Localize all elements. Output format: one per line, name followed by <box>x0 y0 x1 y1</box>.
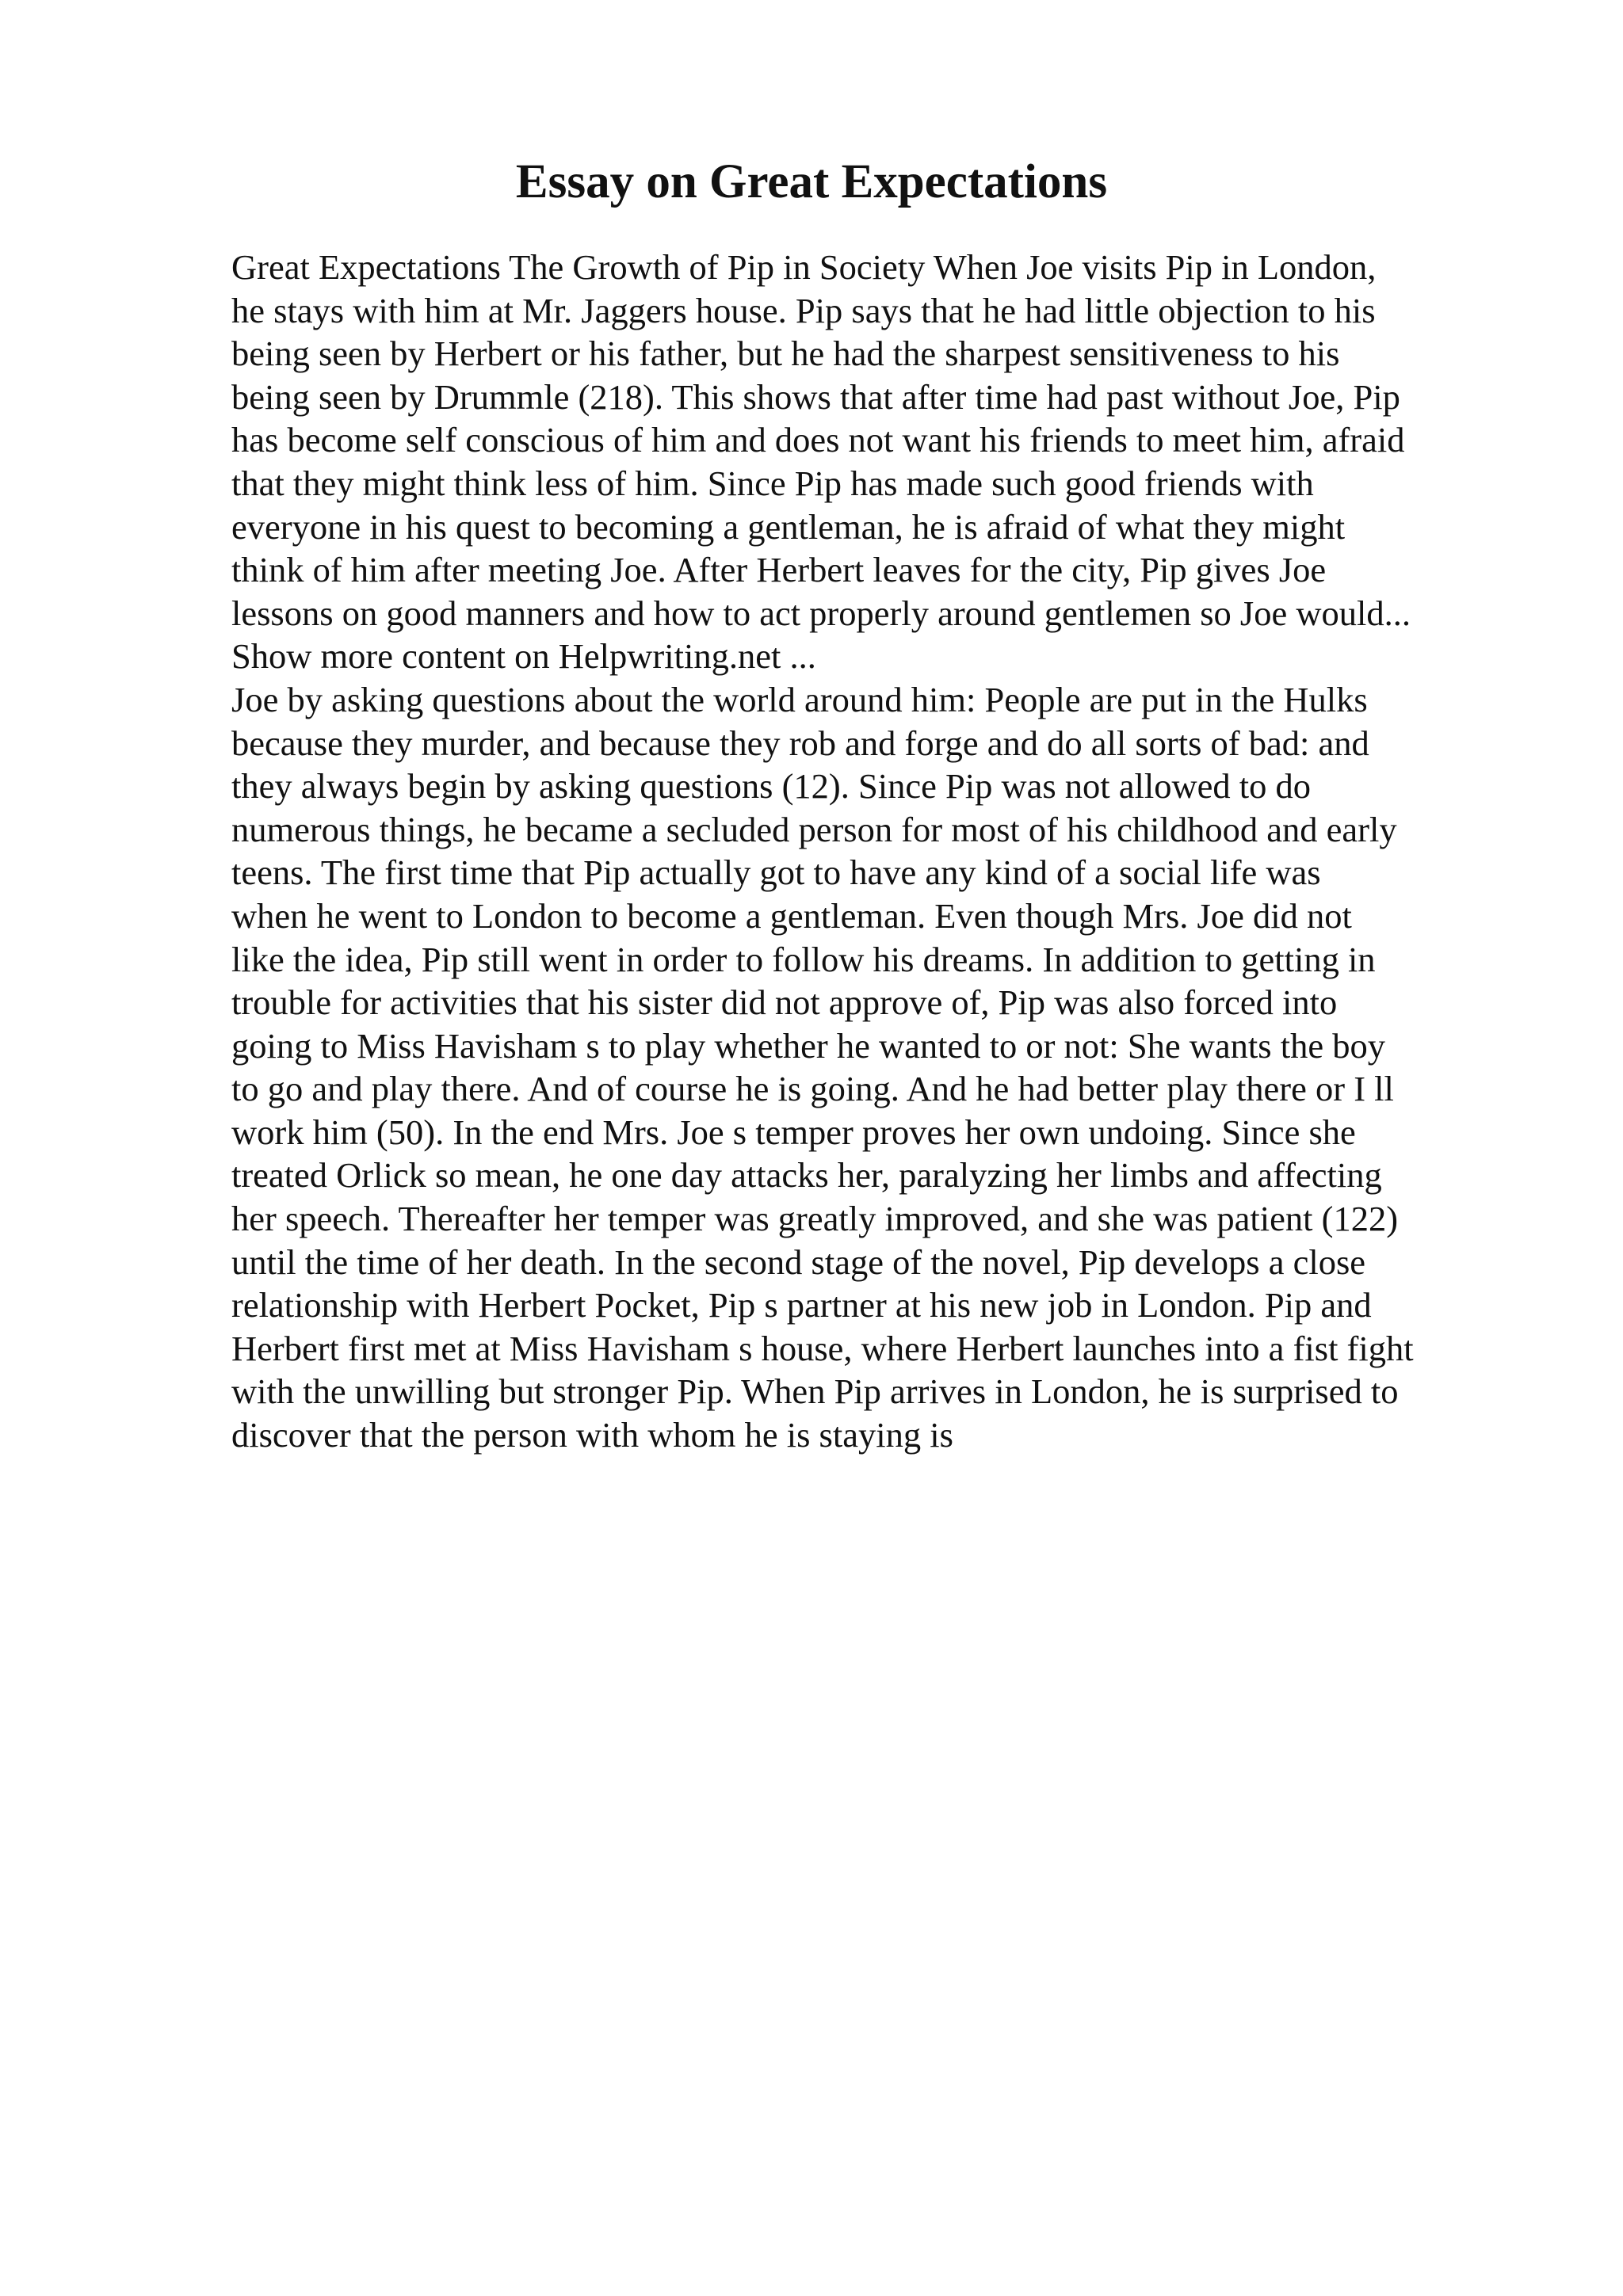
essay-line: being seen by Drummle (218). This shows that after time had past without Joe, Pip <box>231 376 1400 417</box>
essay-line: trouble for activities that his sister did not approve of, Pip was also forced into <box>231 982 1338 1023</box>
essay-line: think of him after meeting Joe. After Herbert leaves for the city, Pip gives Joe <box>231 550 1327 590</box>
essay-line: that they might think less of him. Since Pip has made such good friends with <box>231 463 1314 503</box>
essay-line: relationship with Herbert Pocket, Pip s partner at his new job in London. Pip and <box>231 1285 1372 1325</box>
essay-line: treated Orlick so mean, he one day attacks her, paralyzing her limbs and affecting <box>231 1155 1382 1196</box>
essay-line: lessons on good manners and how to act properly around gentlemen so Joe would... <box>231 593 1411 633</box>
essay-line: her speech. Thereafter her temper was greatly improved, and she was patient (122) <box>231 1199 1399 1239</box>
essay-line: Joe by asking questions about the world around him: People are put in the Hulks <box>231 679 1368 719</box>
essay-line: like the idea, Pip still went in order to follow his dreams. In addition to getting in <box>231 939 1376 979</box>
essay-line: has become self conscious of him and does not want his friends to meet him, afraid <box>231 420 1405 460</box>
essay-line: discover that the person with whom he is staying is <box>231 1415 953 1455</box>
essay-line: Herbert first met at Miss Havisham s house, where Herbert launches into a fist fight <box>231 1328 1414 1368</box>
essay-line: to go and play there. And of course he is going. And he had better play there or I ll <box>231 1069 1394 1109</box>
essay-line: work him (50). In the end Mrs. Joe s temper proves her own undoing. Since she <box>231 1112 1356 1152</box>
essay-line: because they murder, and because they rob and forge and do all sorts of bad: and <box>231 723 1369 763</box>
essay-line: he stays with him at Mr. Jaggers house. Pip says that he had little objection to his <box>231 290 1376 330</box>
essay-line: being seen by Herbert or his father, but he had the sharpest sensitiveness to his <box>231 334 1340 374</box>
essay-line: teens. The first time that Pip actually got to have any kind of a social life was <box>231 852 1321 893</box>
essay-line: Great Expectations The Growth of Pip in Society When Joe visits Pip in London, <box>231 247 1377 287</box>
essay-line: they always begin by asking questions (12). Since Pip was not allowed to do <box>231 766 1312 807</box>
essay-line: until the time of her death. In the second stage of the novel, Pip develops a close <box>231 1241 1366 1282</box>
essay-line: numerous things, he became a secluded person for most of his childhood and early <box>231 809 1397 849</box>
essay-line: everyone in his quest to becoming a gentleman, he is afraid of what they might <box>231 506 1346 547</box>
essay-line: with the unwilling but stronger Pip. When Pip arrives in London, he is surprised to <box>231 1371 1399 1412</box>
essay-line: going to Miss Havisham s to play whether he wanted to or not: She wants the boy <box>231 1025 1385 1066</box>
show-more-line: Show more content on Helpwriting.net ... <box>231 636 816 677</box>
essay-line: when he went to London to become a gentleman. Even though Mrs. Joe did not <box>231 895 1352 936</box>
document-title: Essay on Great Expectations <box>515 155 1108 208</box>
essay-body <box>231 246 1491 1457</box>
